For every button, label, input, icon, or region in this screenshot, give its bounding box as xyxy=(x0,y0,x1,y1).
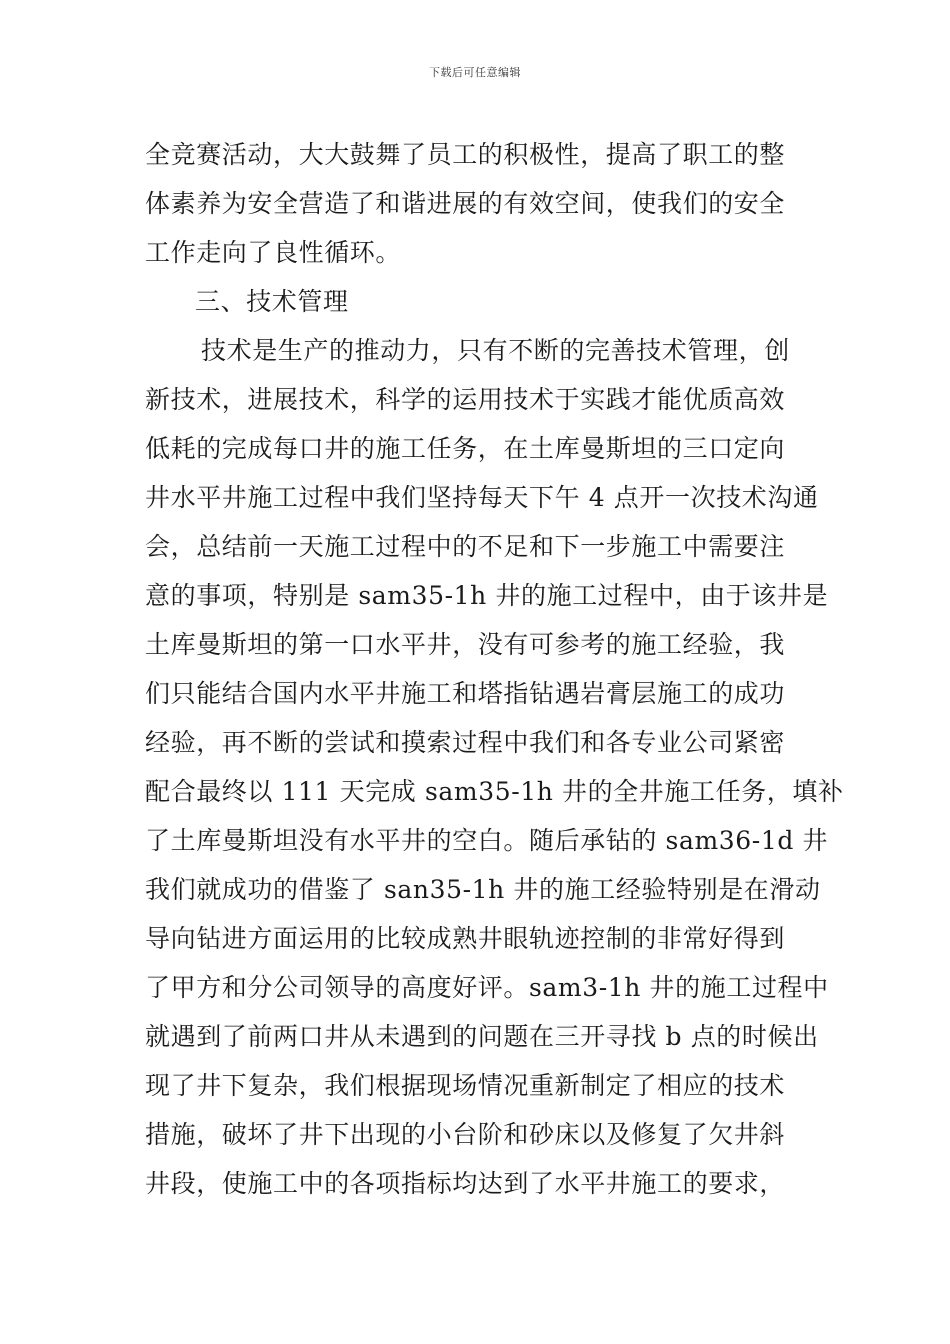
text-line: 意的事项，特别是 sam35-1h 井的施工过程中，由于该井是 xyxy=(145,581,829,610)
text-line: 井段，使施工中的各项指标均达到了水平井施工的要求， xyxy=(145,1169,786,1198)
text-line: 工作走向了良性循环。 xyxy=(145,238,402,267)
section-heading: 三、技术管理 xyxy=(195,287,349,316)
text-line: 措施，破坏了井下出现的小台阶和砂床以及修复了欠井斜 xyxy=(145,1120,786,1149)
text-line: 了土库曼斯坦没有水平井的空白。随后承钻的 sam36-1d 井 xyxy=(145,826,829,855)
text-line: 经验，再不断的尝试和摸索过程中我们和各专业公司紧密 xyxy=(145,728,786,757)
text-line: 们只能结合国内水平井施工和塔指钻遇岩膏层施工的成功 xyxy=(145,679,786,708)
text-line: 现了井下复杂，我们根据现场情况重新制定了相应的技术 xyxy=(145,1071,786,1100)
text-line: 全竞赛活动，大大鼓舞了员工的积极性，提高了职工的整 xyxy=(145,140,786,169)
text-line: 低耗的完成每口井的施工任务，在土库曼斯坦的三口定向 xyxy=(145,434,786,463)
document-body xyxy=(145,130,844,1208)
text-line: 了甲方和分公司领导的高度好评。sam3-1h 井的施工过程中 xyxy=(145,973,829,1002)
text-line: 导向钻进方面运用的比较成熟井眼轨迹控制的非常好得到 xyxy=(145,924,786,953)
text-line: 我们就成功的借鉴了 san35-1h 井的施工经验特别是在滑动 xyxy=(145,875,821,904)
text-line: 配合最终以 111 天完成 sam35-1h 井的全井施工任务，填补 xyxy=(145,777,844,806)
text-line: 技术是生产的推动力，只有不断的完善技术管理，创 xyxy=(201,336,790,365)
text-line: 体素养为安全营造了和谐进展的有效空间，使我们的安全 xyxy=(145,189,786,218)
text-line: 就遇到了前两口井从未遇到的问题在三开寻找 b 点的时候出 xyxy=(145,1022,819,1051)
text-line: 土库曼斯坦的第一口水平井，没有可参考的施工经验，我 xyxy=(145,630,786,659)
page-header: 下载后可任意编辑 xyxy=(429,66,521,79)
text-line: 井水平井施工过程中我们坚持每天下午 4 点开一次技术沟通 xyxy=(145,483,819,512)
text-line: 新技术，进展技术，科学的运用技术于实践才能优质高效 xyxy=(145,385,786,414)
text-line: 会，总结前一天施工过程中的不足和下一步施工中需要注 xyxy=(145,532,786,561)
